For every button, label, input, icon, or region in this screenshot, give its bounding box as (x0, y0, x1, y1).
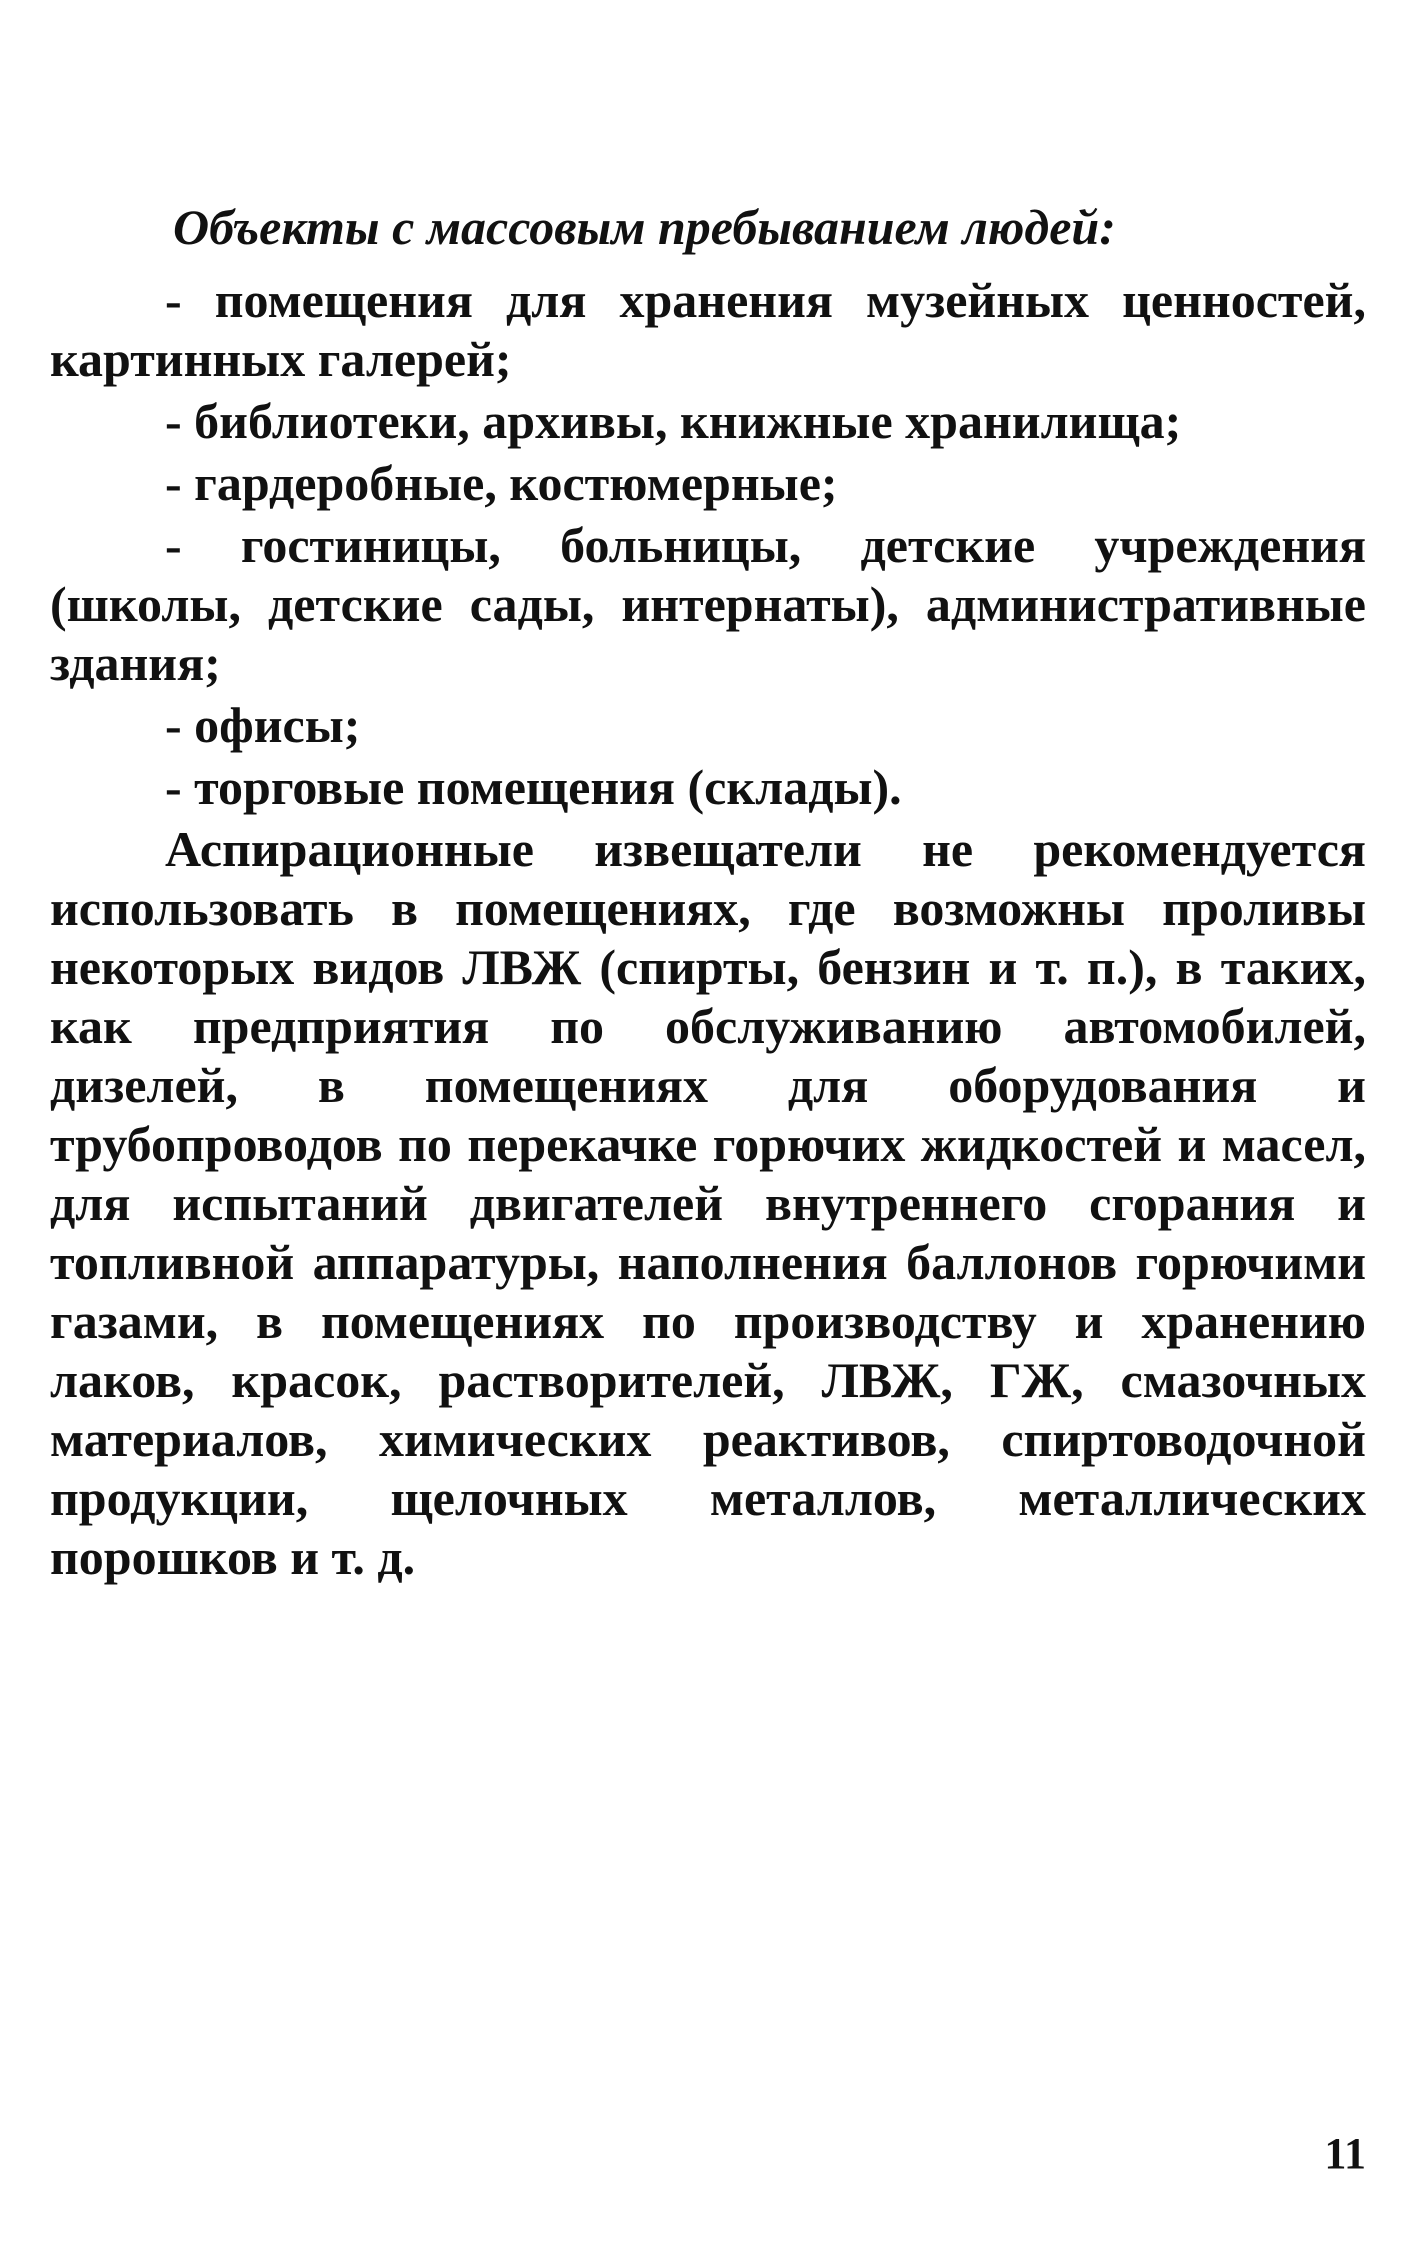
list-item: - помещения для хранения музейных ценностей, картинных галерей; (50, 272, 1366, 387)
body-text (50, 198, 1366, 1587)
section-heading: Объекты с массовым пребыванием людей: (173, 199, 1116, 255)
list-item: - гардеробные, костюмерные; (165, 455, 838, 511)
page-number: 11 (1324, 2129, 1366, 2178)
list-item: - гостиницы, больницы, детские учреждения (школы, детские сады, интернаты), административные здания; (50, 517, 1366, 691)
list-item: - офисы; (165, 697, 361, 753)
list-item: - библиотеки, архивы, книжные хранилища; (165, 393, 1182, 449)
list-item: - торговые помещения (склады). (165, 759, 902, 815)
body-paragraph: Аспирационные извещатели не рекомендуется использовать в помещениях, где возможны проливы некоторых видов ЛВЖ (спирты, бензин и т. п.), в таких, как предприятия по обслуживанию автомобилей, дизелей, в помещениях для оборудования и трубопроводов по перекачке горючих жидкостей и масел, для испытаний двигателей внутреннего сгорания и топливной аппаратуры, наполнения баллонов горючими газами, в помещениях по производству и хранению лаков, красок, растворителей, ЛВЖ, ГЖ, смазочных материалов, химических реактивов, спиртоводочной продукции, щелочных металлов, металлических порошков и т. д. (50, 821, 1366, 1585)
